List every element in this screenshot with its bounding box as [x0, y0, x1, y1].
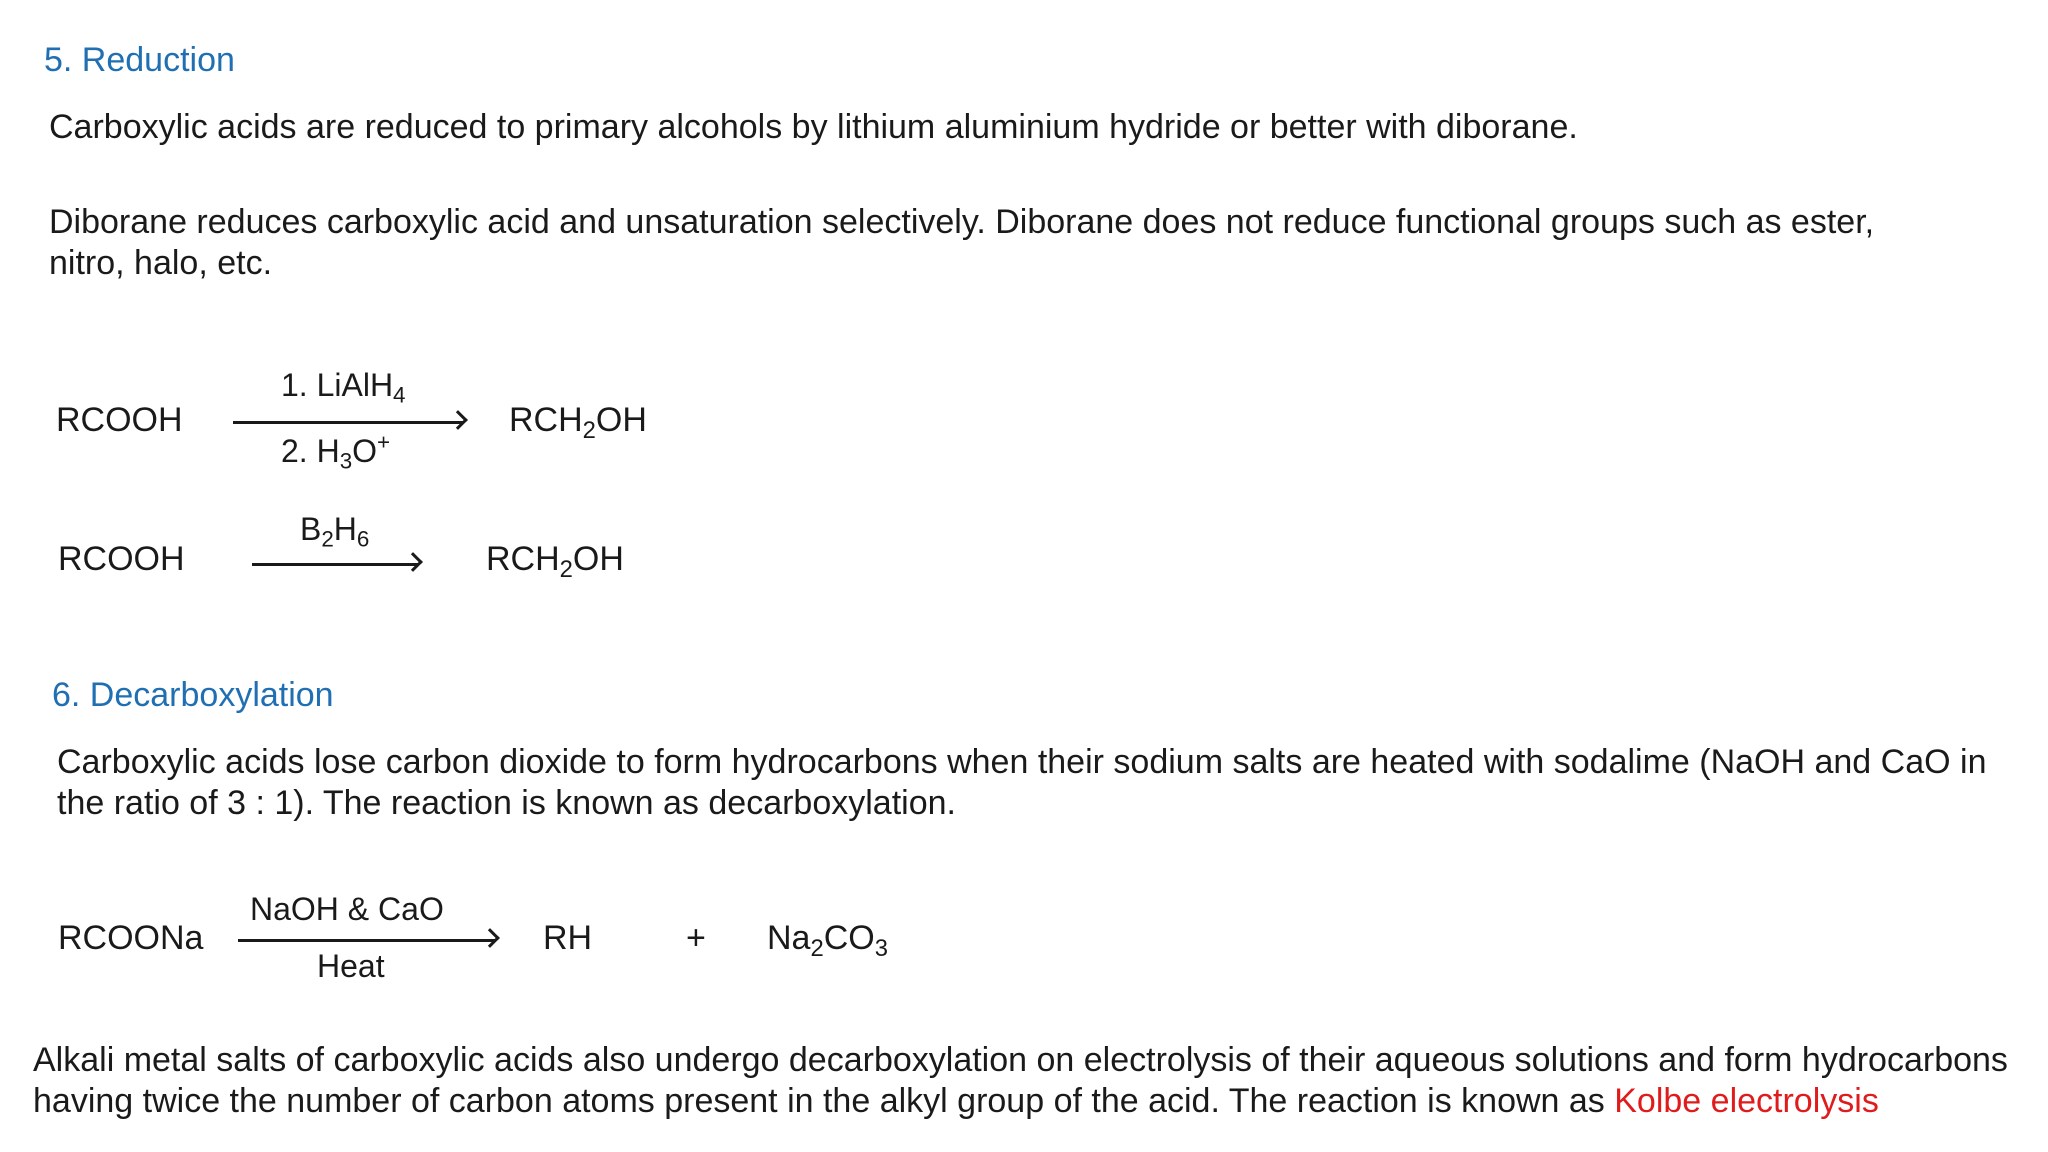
- plus-sign: +: [686, 919, 706, 957]
- product-rch2oh: $RCH_2OH$: [509, 401, 647, 445]
- reactant-rcooh: RCOOH: [56, 401, 183, 439]
- section-heading-reduction: 5. Reduction: [44, 41, 235, 79]
- section-heading-decarboxylation: 6. Decarboxylation: [52, 676, 334, 714]
- reduction-paragraph-1: Carboxylic acids are reduced to primary alcohols by lithium aluminium hydride or better with diborane.: [49, 108, 1578, 146]
- kolbe-paragraph-line-2: having twice the number of carbon atoms present in the alkyl group of the acid. The reaction is known as Kolbe electrolysis: [33, 1082, 1879, 1120]
- reactant-rcooh: RCOOH: [58, 540, 185, 578]
- product-rch2oh: $RCH_2OH$: [486, 540, 624, 584]
- reaction-arrow: [252, 563, 418, 566]
- condition-heat: Heat: [317, 948, 385, 984]
- reagent-naoh-cao: NaOH & CaO: [250, 891, 444, 927]
- decarboxylation-paragraph-1-line-1: Carboxylic acids lose carbon dioxide to form hydrocarbons when their sodium salts are heated with sodalime (NaOH and CaO in: [57, 743, 1987, 781]
- reduction-paragraph-2-line-1: Diborane reduces carboxylic acid and unsaturation selectively. Diborane does not reduce functional groups such as ester,: [49, 203, 1875, 241]
- reaction-arrow: [238, 939, 495, 942]
- kolbe-paragraph-line-1: Alkali metal salts of carboxylic acids also undergo decarboxylation on electrolysis of their aqueous solutions and form hydrocarbons: [33, 1041, 2008, 1079]
- reagent-hydronium: 2. $H_3O^+$: [281, 429, 391, 474]
- decarboxylation-paragraph-1-line-2: the ratio of 3 : 1). The reaction is known as decarboxylation.: [57, 784, 956, 822]
- reagent-lialh4: 1. LiAlH$_4$: [281, 367, 406, 408]
- kolbe-electrolysis-term: Kolbe electrolysis: [1614, 1082, 1879, 1120]
- reduction-paragraph-2-line-2: nitro, halo, etc.: [49, 244, 273, 282]
- product-na2co3: $Na_2CO_3$: [767, 919, 888, 963]
- reactant-rcoona: RCOONa: [58, 919, 204, 957]
- reaction-arrow: [233, 421, 463, 424]
- product-rh: RH: [543, 919, 593, 957]
- reagent-b2h6: $B_2H_6$: [300, 511, 370, 552]
